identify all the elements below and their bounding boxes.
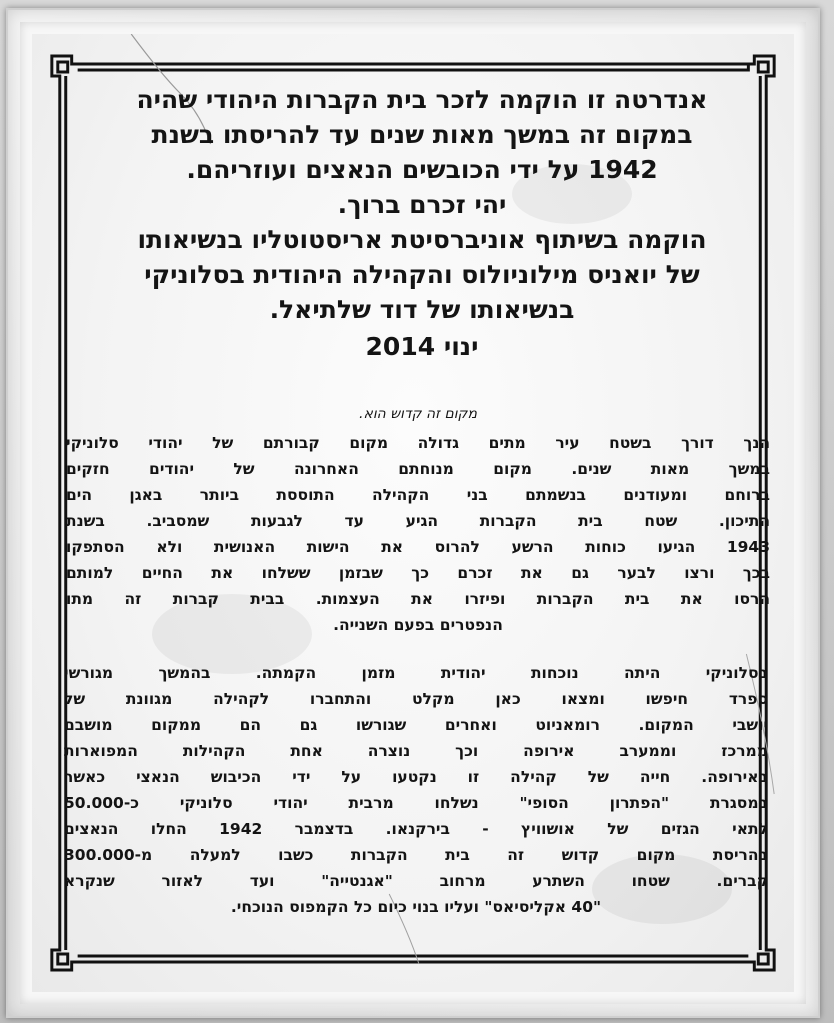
dedication-line: 1942 על ידי הכובשים הנאצים ועוזריהם.	[186, 155, 658, 184]
history-line: ממרכז וממערב אירופה וכך נוצרה אחת הקהילות המפוארות	[64, 742, 768, 760]
holy-place-text	[66, 404, 770, 638]
history-line: בהריסת מקום קדוש זה בית הקברות כשבו למעלה מ-300.000	[64, 846, 768, 864]
history-line: במסגרת "הפתרון הסופי" נשלחו מרבית יהודי סלוניקי כ-50.000	[64, 794, 768, 812]
holy-place-heading: מקום זה קדוש הוא.	[359, 406, 477, 422]
dedication-line: במקום זה במשך מאות שנים עד להריסתו בשנת	[151, 120, 693, 149]
holy-place-line: הנך דורך בשטח עיר מתים גדולה מקום קבורתם של יהודי סלוניקי	[66, 434, 770, 452]
holy-place-line: הנפטרים בפעם השנייה.	[333, 616, 503, 634]
history-line: באירופה. חייה של קהילה זו נקטעו על ידי הכיבוש הנאצי כאשר	[64, 768, 768, 786]
dedication-date: ינוי 2014	[365, 332, 479, 361]
history-text	[64, 660, 768, 920]
dedication-line: יהי זכרם ברוך.	[337, 190, 507, 219]
holy-place-line: התיכון. שטח בית הקברות הגיע עד לגבעות שמסביב. בשנת	[66, 512, 770, 530]
history-line: לתאי הגזים של אושוויץ - בירקנאו. בדצמבר 1942 החלו הנאצים	[64, 820, 768, 838]
holy-place-line: במשך מאות שנים. מקום מנוחתם האחרונה של יהודים חזקים	[66, 460, 770, 478]
dedication-line: בנשיאותו של דוד שלתיאל.	[269, 295, 575, 324]
holy-place-line: 1943 הגיעו כוחות הרשע להרוס את הישות האנושית ולא הסתפקו	[66, 538, 770, 556]
holy-place-line: בכך ורצו לבער גם את זכרם כך שבזמן ששלחו את החיים למותם	[66, 564, 770, 582]
dedication-line: הוקמה בשיתוף אוניברסיטת אריסטוטליו בנשיאותו	[137, 225, 707, 254]
history-line: יושבי המקום. רומאניוט ואחרים שגורשו גם הם ממקום מושבם	[64, 716, 768, 734]
history-line: ספרד חיפשו ומצאו כאן מקלט והתחברו לקהילה מגוונת של	[64, 690, 768, 708]
holy-place-line: ברוחם ומעודנים בנשמתם בני הקהילה התוססת ביותר באגן הים	[66, 486, 770, 504]
dedication-line: של יואניס מילוניולוס והקהילה היהודית בסלוניקי	[144, 260, 700, 289]
holy-place-line: הרסו את בית הקברות ופיזרו את העצמות. בבית קברות זה מתו	[66, 590, 770, 608]
history-line: קברים. שטחו השתרע מרחוב "אגנטייה" ועד לאזור שנקרא	[64, 872, 768, 890]
dedication-text	[70, 82, 774, 364]
history-line: בסלוניקי היתה נוכחות יהודית מזמן הקמתה. בהמשך מגורשי	[64, 664, 768, 682]
dedication-line: אנדרטה זו הוקמה לזכר בית הקברות היהודי שהיה	[136, 85, 708, 114]
history-line: "40 אקליסיאס" ועליו בנוי כיום כל הקמפוס הנוכחי.	[230, 898, 602, 916]
